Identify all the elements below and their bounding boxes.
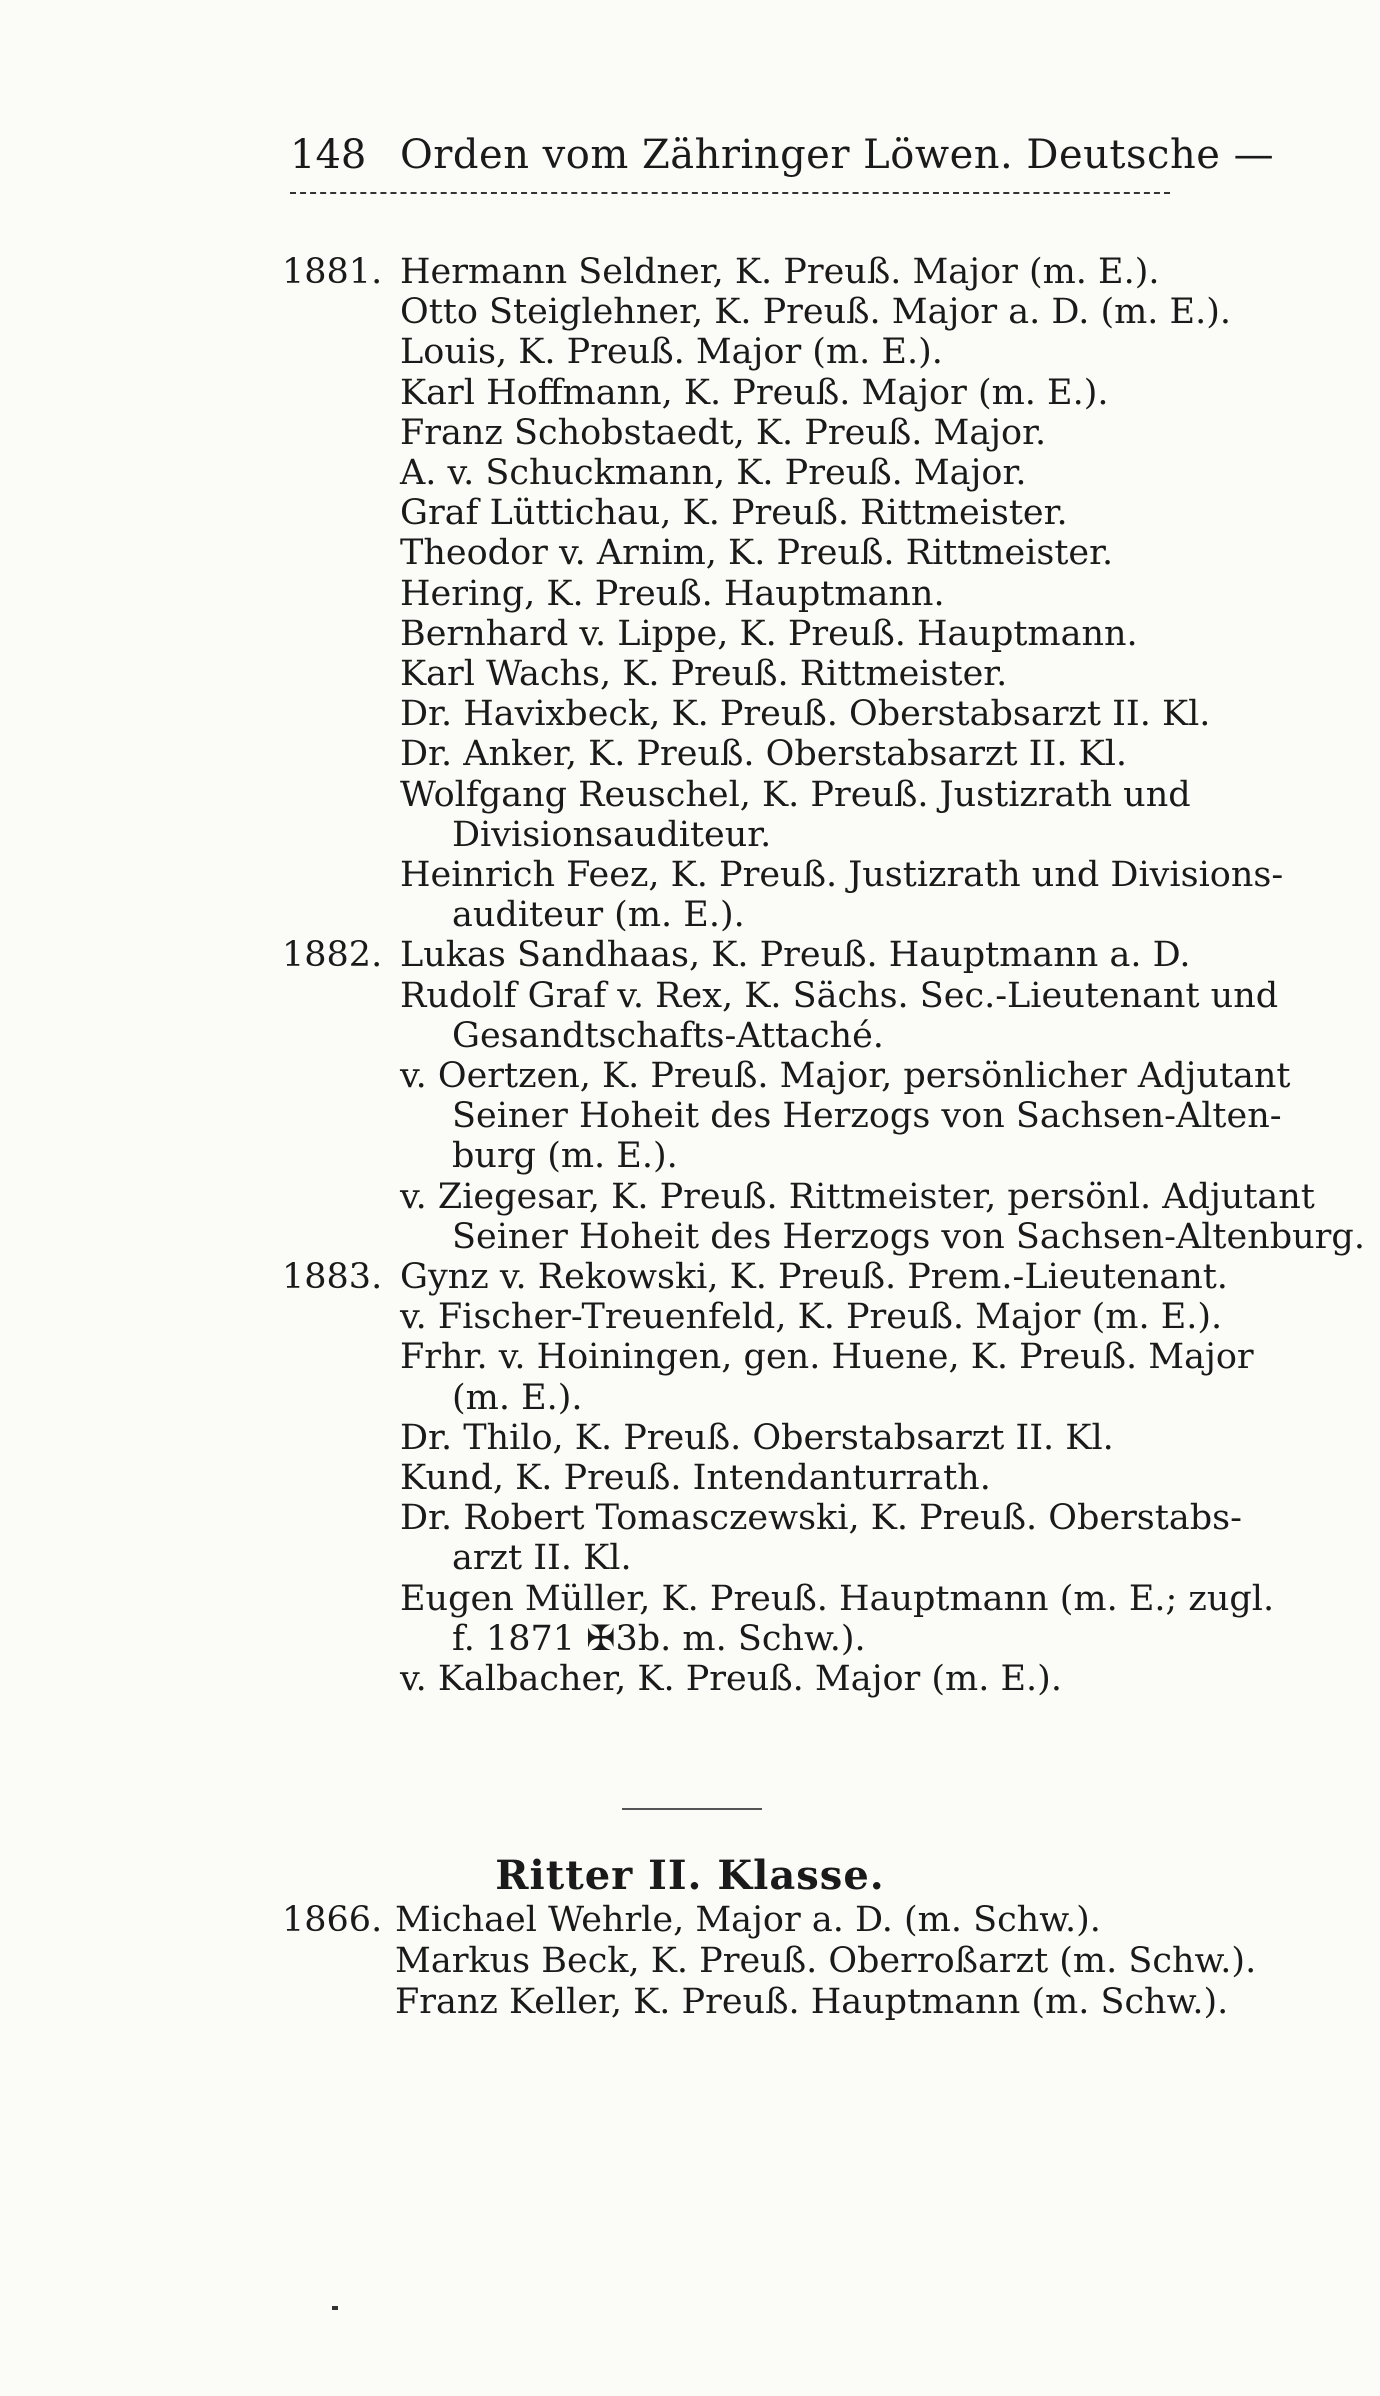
entry-year: 1866. [282,1900,383,1940]
entry-line: Rudolf Graf v. Rex, K. Sächs. Sec.-Lieutenant und [400,976,1279,1016]
entry-line: f. 1871 ✠3b. m. Schw.). [452,1619,866,1659]
entry-line: v. Kalbacher, K. Preuß. Major (m. E.). [400,1659,1062,1699]
running-header [290,125,1275,185]
entry-line: Dr. Anker, K. Preuß. Oberstabsarzt II. Kl. [400,734,1128,774]
print-mark [332,2306,338,2310]
entry-line: Bernhard v. Lippe, K. Preuß. Hauptmann. [400,614,1138,654]
entry-year: 1883. [282,1257,383,1297]
entry-line: Theodor v. Arnim, K. Preuß. Rittmeister. [400,533,1114,573]
entry-line: Markus Beck, K. Preuß. Oberroßarzt (m. Schw.). [395,1941,1257,1981]
entry-line: Lukas Sandhaas, K. Preuß. Hauptmann a. D. [400,935,1191,975]
section-divider [622,1808,762,1810]
entry-line: Wolfgang Reuschel, K. Preuß. Justizrath und [400,775,1191,815]
entry-line: Eugen Müller, K. Preuß. Hauptmann (m. E.; zugl. [400,1579,1275,1619]
entry-line: arzt II. Kl. [452,1538,632,1578]
entry-line: auditeur (m. E.). [452,895,745,935]
entry-line: burg (m. E.). [452,1136,678,1176]
entry-line: Otto Steiglehner, K. Preuß. Major a. D. (m. E.). [400,292,1231,332]
entry-line: Dr. Havixbeck, K. Preuß. Oberstabsarzt II. Kl. [400,694,1211,734]
entry-line: Graf Lüttichau, K. Preuß. Rittmeister. [400,493,1068,533]
entry-line: Karl Hoffmann, K. Preuß. Major (m. E.). [400,373,1109,413]
entry-line: (m. E.). [452,1378,583,1418]
entry-line: Seiner Hoheit des Herzogs von Sachsen-Alten- [452,1096,1282,1136]
entry-line: Dr. Thilo, K. Preuß. Oberstabsarzt II. Kl. [400,1418,1114,1458]
entry-line: Franz Keller, K. Preuß. Hauptmann (m. Schw.). [395,1982,1229,2022]
entry-line: Kund, K. Preuß. Intendanturrath. [400,1458,991,1498]
entry-line: v. Fischer-Treuenfeld, K. Preuß. Major (m. E.). [400,1297,1223,1337]
entry-line: Hering, K. Preuß. Hauptmann. [400,574,945,614]
entry-line: Hermann Seldner, K. Preuß. Major (m. E.). [400,252,1160,292]
entry-year: 1881. [282,252,383,292]
entry-line: Heinrich Feez, K. Preuß. Justizrath und Divisions- [400,855,1284,895]
entry-line: A. v. Schuckmann, K. Preuß. Major. [400,453,1027,493]
entry-line: v. Ziegesar, K. Preuß. Rittmeister, persönl. Adjutant [400,1177,1315,1217]
page-number: 148 [290,132,367,178]
entry-line: Dr. Robert Tomasczewski, K. Preuß. Oberstabs- [400,1498,1242,1538]
header-rule [290,192,1170,194]
entry-line: Seiner Hoheit des Herzogs von Sachsen-Altenburg. [452,1217,1365,1257]
section-heading: Ritter II. Klasse. [495,1852,885,1899]
entry-year: 1882. [282,935,383,975]
entry-line: Franz Schobstaedt, K. Preuß. Major. [400,413,1047,453]
entry-line: Michael Wehrle, Major a. D. (m. Schw.). [395,1900,1101,1940]
entry-line: Gesandtschafts-Attaché. [452,1016,884,1056]
entry-line: v. Oertzen, K. Preuß. Major, persönlicher Adjutant [400,1056,1291,1096]
entry-line: Divisionsauditeur. [452,815,772,855]
header-title: Orden vom Zähringer Löwen. Deutsche — [400,132,1275,178]
entry-line: Karl Wachs, K. Preuß. Rittmeister. [400,654,1008,694]
entry-line: Frhr. v. Hoiningen, gen. Huene, K. Preuß. Major [400,1337,1254,1377]
entry-line: Gynz v. Rekowski, K. Preuß. Prem.-Lieutenant. [400,1257,1228,1297]
entry-line: Louis, K. Preuß. Major (m. E.). [400,332,943,372]
